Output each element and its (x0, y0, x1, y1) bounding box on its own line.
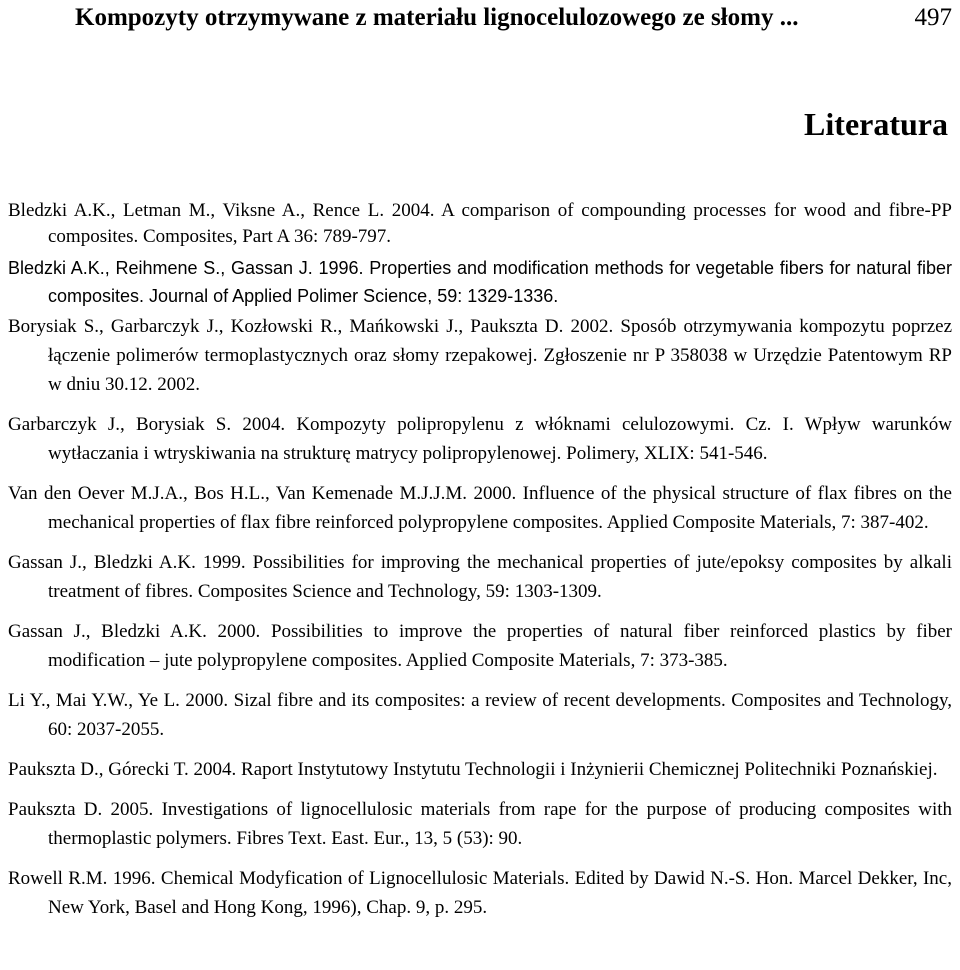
page-number: 497 (914, 4, 952, 31)
reference-item: Paukszta D. 2005. Investigations of lignocellulosic materials from rape for the purpose of producing composites with thermoplastic polymers. Fibres Text. East. Eur., 13, 5 (53): 90. (8, 799, 952, 849)
reference-item: Rowell R.M. 1996. Chemical Modyfication of Lignocellulosic Materials. Edited by Dawid N.-S. Hon. Marcel Dekker, Inc, New York, Basel and Hong Kong, 1996), Chap. 9, p. 295. (8, 868, 952, 918)
reference-item: Gassan J., Bledzki A.K. 2000. Possibilities to improve the properties of natural fiber reinforced plastics by fiber modification – jute polypropylene composites. Applied Composite Materials, 7: 373-385. (8, 621, 952, 671)
running-header (75, 4, 952, 32)
reference-item: Borysiak S., Garbarczyk J., Kozłowski R., Mańkowski J., Paukszta D. 2002. Sposób otrzymywania kompozytu poprzez łączenie polimerów termoplastycznych oraz słomy rzepakowej. Zgłoszenie nr P 358038 w Urzędzie Patentowym RP w dniu 30.12. 2002. (8, 316, 952, 395)
reference-item: Bledzki A.K., Letman M., Viksne A., Rence L. 2004. A comparison of compounding processes for wood and fibre-PP composites. Composites, Part A 36: 789-797. (8, 200, 952, 247)
reference-item: Paukszta D., Górecki T. 2004. Raport Instytutowy Instytutu Technologii i Inżynierii Chemicznej Politechniki Poznańskiej. (8, 759, 938, 780)
reference-item: Gassan J., Bledzki A.K. 1999. Possibilities for improving the mechanical properties of jute/epoksy composites by alkali treatment of fibres. Composites Science and Technology, 59: 1303-1309. (8, 552, 952, 602)
reference-item: Li Y., Mai Y.W., Ye L. 2000. Sizal fibre and its composites: a review of recent developments. Composites and Technology, 60: 2037-2055. (8, 690, 952, 740)
reference-item: Garbarczyk J., Borysiak S. 2004. Kompozyty polipropylenu z włóknami celulozowymi. Cz. I. Wpływ warunków wytłaczania i wtryskiwania na strukturę matrycy polipropylenowej. Polimery, XLIX: 541-546. (8, 414, 952, 464)
reference-item: Bledzki A.K., Reihmene S., Gassan J. 1996. Properties and modification methods for vegetable fibers for natural fiber composites. Journal of Applied Polimer Science, 59: 1329-1336. (8, 258, 952, 306)
reference-list (8, 198, 952, 933)
running-title: Kompozyty otrzymywane z materiału lignocelulozowego ze słomy ... (75, 4, 799, 31)
reference-item: Van den Oever M.J.A., Bos H.L., Van Kemenade M.J.J.M. 2000. Influence of the physical structure of flax fibres on the mechanical properties of flax fibre reinforced polypropylene composites. Applied Composite Materials, 7: 387-402. (8, 483, 952, 533)
section-title: Literatura (804, 106, 948, 142)
